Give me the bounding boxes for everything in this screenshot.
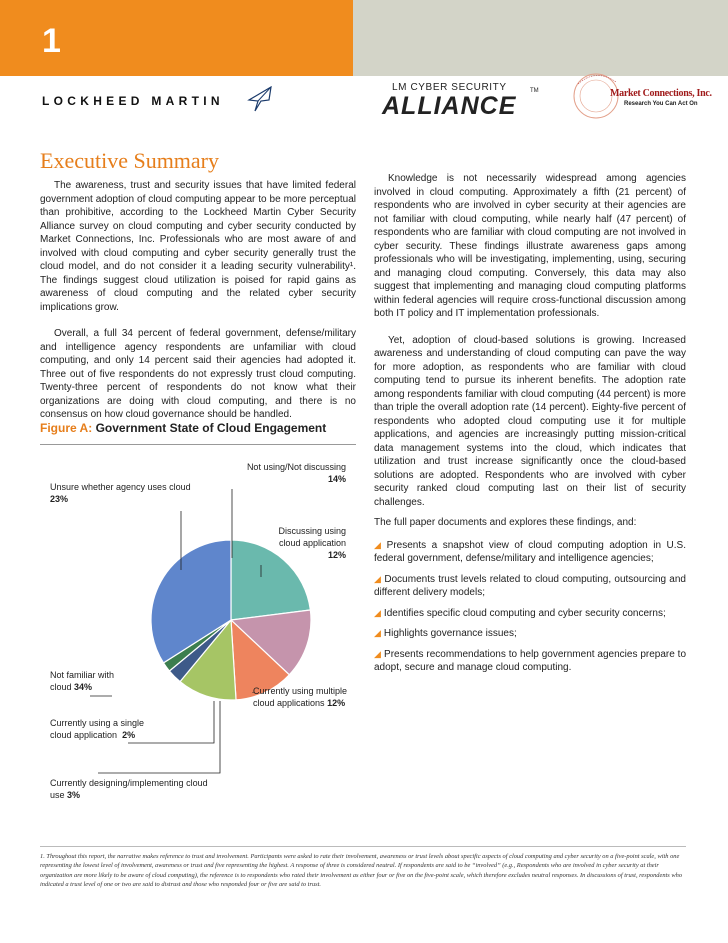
label-single-pct: 2% bbox=[122, 730, 136, 740]
label-not-familiar: Not familiar with cloud 34% bbox=[50, 670, 115, 692]
right-paragraph-2: Yet, adoption of cloud-based solutions is growing. Increased awareness and understanding of cloud computing can pave the way for more adoption, as respondents who are familiar with cloud computing tend to pursue its inherent benefits. The adoption rate among respondents familiar with cloud computing (44 percent) is more than triple the overall adoption rate (14 percent). Eighty-five percent of respondents who adopted cloud computing use it for multiple applications, and agencies are increasingly putting mission-critical data management systems into the cloud, which indicates that utilization and trust increase significantly once the cloud-based solutions are adopted. Respondents who are involved with cyber security ranked cloud computing last on their list of security challenges. bbox=[374, 334, 686, 508]
label-multiple: Currently using multiple cloud applications 12% bbox=[253, 686, 348, 708]
bullet-item: ◢ Documents trust levels related to cloud computing, outsourcing and different delivery models; bbox=[374, 573, 686, 598]
alliance-top-text: LM CYBER SECURITY bbox=[392, 82, 507, 93]
left-paragraph-1: The awareness, trust and security issues that have limited federal government adoption of cloud computing appear to be more perceptual than prohibitive, according to the Lockheed Martin Cyber Security Alliance survey on cloud computing and cyber security conducted by Market Connections, Inc. Professionals who are most aware of and involved with cloud computing and cyber security generally trust the cloud model, and do not consider it a leading security vulnerability¹. The findings suggest cloud utilization is poised for rapid gains as awareness of cloud computing and the related cyber security implications grow. bbox=[40, 180, 356, 313]
bullet-arrow-icon: ◢ bbox=[374, 648, 382, 659]
label-discussing: Discussing using cloud application 12% bbox=[278, 526, 346, 560]
market-connections-name: Market Connections, Inc. bbox=[610, 88, 712, 99]
right-column bbox=[374, 172, 686, 675]
right-paragraph-1: Knowledge is not necessarily widespread among agencies involved in cloud computing. Approximately a fifth (21 percent) of respondents who are involved in cyber security at their agencies are not familiar with cloud computing, while nearly half (47 percent) of respondents who are familiar with cloud computing are not involved in cyber security. These findings illustrate awareness gaps among professionals who will be investigating, implementing, using, securing and managing cloud computing. Conversely, this data may also suggest that implementing and managing cloud computing platforms within federal agencies will require cross-functional discussion among both IT policy and IT implementation professionals. bbox=[374, 173, 686, 319]
bullet-arrow-icon: ◢ bbox=[374, 539, 384, 550]
market-connections-logo bbox=[566, 64, 712, 134]
section-title: Executive Summary bbox=[40, 148, 220, 173]
left-column bbox=[40, 179, 356, 422]
bullet-item: ◢ Highlights governance issues; bbox=[374, 628, 517, 639]
header-orange-band bbox=[0, 0, 353, 76]
alliance-main-text: ALLIANCE bbox=[382, 92, 517, 120]
label-discussing-pct: 12% bbox=[327, 550, 346, 560]
label-not-using: Not using/Not discussing 14% bbox=[246, 462, 346, 484]
label-unsure-pct: 23% bbox=[50, 494, 69, 504]
bullet-item: ◢ Presents recommendations to help government agencies prepare to adopt, secure and manage cloud computing. bbox=[374, 648, 686, 673]
left-paragraph-2: Overall, a full 34 percent of federal government, defense/military and intelligence agency respondents are unfamiliar with cloud computing, and only 14 percent said their agencies had adopted it. Three out of five respondents do not expressly trust cloud computing. Twenty-three percent of respondents do not know what their organizations are doing with cloud computing, and there is no consensus on how cloud governance should be handled. bbox=[40, 328, 356, 420]
footnote: 1. Throughout this report, the narrative makes reference to trust and involvement. Participants were asked to rate their involvement, awareness or trust levels about specific aspects of cloud computing and cyber security on a five-point scale, with one representing the lowest level of involvement, awareness or trust and five representing the highest. A response of three is considered neutral. If respondents are said to be “involved” (e.g., Respondents who are involved in cyber security at their organization are more likely to be aware of cloud computing), the reference is to respondents who rated their involvement as either four or five on the five-point scale, which therefore excludes neutral responses. In discussions of trust, respondents who indicated a trust level of one or two are said to distrust and those who responded four or five are said to trust. bbox=[40, 853, 683, 889]
lockheed-martin-logo bbox=[42, 86, 274, 114]
bullet-arrow-icon: ◢ bbox=[374, 573, 382, 584]
label-single: Currently using a single cloud application 2% bbox=[50, 718, 145, 740]
label-unsure: Unsure whether agency uses cloud 23% bbox=[50, 482, 191, 504]
figure-label: Figure A: bbox=[40, 421, 93, 435]
label-multiple-pct: 12% bbox=[327, 698, 346, 708]
cyber-security-alliance-logo bbox=[382, 82, 542, 122]
page-number: 1 bbox=[42, 22, 61, 60]
star-icon bbox=[247, 86, 273, 112]
label-not-using-pct: 14% bbox=[327, 474, 346, 484]
figure-title-text: Government State of Cloud Engagement bbox=[95, 421, 327, 435]
alliance-trademark: TM bbox=[530, 88, 539, 94]
market-connections-tagline: Research You Can Act On bbox=[624, 101, 698, 107]
bullet-arrow-icon: ◢ bbox=[374, 607, 381, 618]
bullet-item: ◢ Identifies specific cloud computing and cyber security concerns; bbox=[374, 607, 666, 619]
right-paragraph-3: The full paper documents and explores these findings, and: bbox=[374, 517, 637, 528]
bullet-item: ◢ Presents a snapshot view of cloud computing adoption in U.S. federal government, defense/military and intelligence agencies; bbox=[374, 539, 686, 564]
pie-chart-figure bbox=[40, 444, 356, 815]
bullet-arrow-icon: ◢ bbox=[374, 628, 381, 638]
label-not-familiar-pct: 34% bbox=[74, 682, 93, 692]
footnote-divider bbox=[40, 846, 686, 847]
label-designing: Currently designing/implementing cloud use 3% bbox=[50, 778, 208, 800]
figure-title bbox=[40, 421, 326, 435]
lockheed-martin-wordmark: LOCKHEED MARTIN bbox=[42, 94, 224, 108]
label-designing-pct: 3% bbox=[67, 790, 81, 800]
